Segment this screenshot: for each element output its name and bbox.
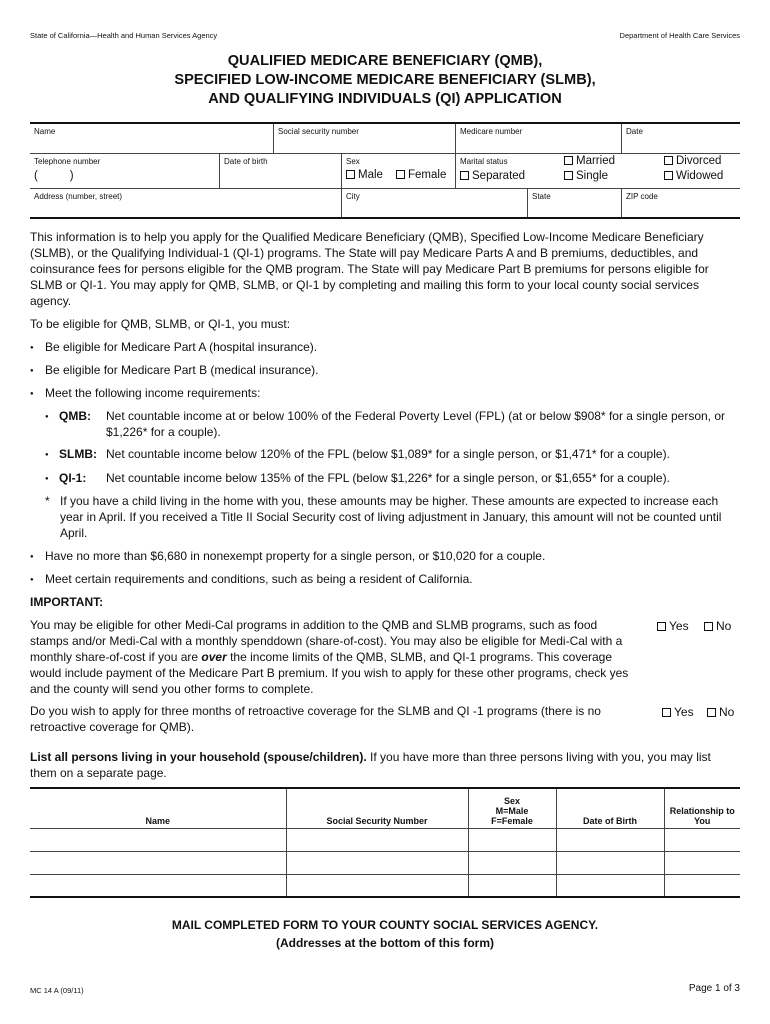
col-header-name: Name [30,788,286,828]
household-instructions: List all persons living in your household (spouse/children). If you have more than three persons living with you, you may list them on a separate page. [30,750,711,780]
important-heading: IMPORTANT: [30,595,104,609]
col-header-relationship: Relationship to You [664,788,740,828]
cell-name[interactable] [30,828,286,851]
checkbox-icon [460,171,469,180]
mail-instruction: MAIL COMPLETED FORM TO YOUR COUNTY SOCIAL SERVICES AGENCY. [171,918,599,932]
agency-header-left: State of California—Health and Human Services Agency [30,31,218,40]
cell-dob[interactable] [556,828,664,851]
zip-label: ZIP code [626,192,658,201]
date-of-birth-field[interactable] [220,154,342,188]
qmb-requirement: ● QMB: Net countable income at or below 100% of the Federal Poverty Level (FPL) (at or below $908* for a single person, or $1,226* for a couple). [45,409,726,439]
telephone-label: Telephone number [34,157,101,166]
checkbox-icon [662,708,671,717]
checkbox-icon [657,622,666,631]
checkbox-icon [664,156,673,165]
ssn-field[interactable] [274,124,456,153]
checkbox-icon [664,171,673,180]
cell-dob[interactable] [556,874,664,897]
retroactive-yes[interactable]: Yes [662,704,694,720]
applicant-info-grid [30,122,740,219]
widowed-checkbox[interactable]: Widowed [664,170,723,182]
title-line-2: SPECIFIED LOW-INCOME MEDICARE BENEFICIARY (SLMB), [174,72,596,88]
male-checkbox[interactable]: Male [346,169,383,181]
medicare-label: Medicare number [460,127,523,136]
table-row [30,874,740,897]
sex-label: Sex [346,157,360,166]
col-header-sex: Sex M=Male F=Female [468,788,556,828]
cell-ssn[interactable] [286,851,468,874]
cell-sex[interactable] [468,874,556,897]
title-line-1: QUALIFIED MEDICARE BENEFICIARY (QMB), [227,53,543,69]
retroactive-question: Do you wish to apply for three months of retroactive coverage for the SLMB and QI -1 programs (there is no retroactive coverage for QMB). [30,704,601,734]
name-label: Name [34,127,56,136]
eligibility-intro: To be eligible for QMB, SLMB, or QI-1, you must: [30,317,291,331]
single-checkbox[interactable]: Single [564,170,608,182]
marital-label: Marital status [460,157,508,166]
name-field[interactable] [30,124,274,153]
date-field[interactable] [622,124,740,153]
col-header-ssn: Social Security Number [286,788,468,828]
cell-ssn[interactable] [286,874,468,897]
ssn-label: Social security number [278,127,359,136]
household-table-header [30,788,740,828]
cell-name[interactable] [30,851,286,874]
date-label: Date [626,127,643,136]
marital-status-field [456,154,740,188]
retroactive-no[interactable]: No [707,704,734,720]
agency-header-right: Department of Health Care Services [619,31,740,40]
household-table [30,787,740,898]
bullet-icon: ● [45,452,49,458]
cell-ssn[interactable] [286,828,468,851]
col-header-dob: Date of Birth [556,788,664,828]
checkbox-icon [396,170,405,179]
cell-sex[interactable] [468,828,556,851]
sex-field [342,154,456,188]
cell-name[interactable] [30,874,286,897]
other-programs-yes[interactable]: Yes [657,618,689,634]
cell-dob[interactable] [556,851,664,874]
form-id: MC 14 A (09/11) [30,986,84,995]
telephone-parens: ( ) [34,170,74,182]
cell-relationship[interactable] [664,851,740,874]
address-field[interactable] [30,189,342,217]
cell-relationship[interactable] [664,874,740,897]
checkbox-icon [564,171,573,180]
checkbox-icon [346,170,355,179]
intro-paragraph: This information is to help you apply for the Qualified Medicare Beneficiary (QMB), Specified Low-Income Medicare Beneficiary (SLMB), or the Qualifying Individual-1 (QI-1) programs. The State will pay Medicare Parts A and B premiums, deductibles, and coinsurance fees for persons eligible for the QMB program. The State will pay Medicare Part B premiums for persons eligible for SLMB or QI-1. You may apply for QMB, SLMB, or QI-1 by completing and mailing this form to your local county social services agency. [30,230,709,308]
married-checkbox[interactable]: Married [564,155,615,167]
title-line-3: AND QUALIFYING INDIVIDUALS (QI) APPLICATION [208,91,562,107]
dob-label: Date of birth [224,157,268,166]
state-label: State [532,192,551,201]
address-label: Address (number, street) [34,192,123,201]
checkbox-icon [564,156,573,165]
mail-addresses-note: (Addresses at the bottom of this form) [275,936,494,950]
form-title [0,52,770,109]
zip-field[interactable] [622,189,740,217]
other-programs-question: You may be eligible for other Medi-Cal programs in addition to the QMB and SLMB programs, such as food stamps and/or Medi-Cal with a monthly spenddown (share-of-cost). You may also be eligible for Medi-Cal with a monthly share-of-cost if you are over the income limits of the QMB, SLMB, and QI-1 programs. This coverage would include payment of the Medicare Part B premium. If you wish to apply for these other programs, check yes and the county will send you other forms to complete. [30,618,629,696]
female-checkbox[interactable]: Female [396,169,446,181]
telephone-field[interactable] [30,154,220,188]
city-label: City [346,192,360,201]
bullet-icon: ● [45,476,49,482]
other-programs-no[interactable]: No [704,618,731,634]
table-row [30,851,740,874]
city-field[interactable] [342,189,528,217]
separated-checkbox[interactable]: Separated [460,170,525,182]
cell-sex[interactable] [468,851,556,874]
cell-relationship[interactable] [664,828,740,851]
page-number: Page 1 of 3 [688,983,740,994]
state-field[interactable] [528,189,622,217]
bullet-icon: ● [45,414,49,420]
checkbox-icon [707,708,716,717]
divorced-checkbox[interactable]: Divorced [664,155,721,167]
table-row [30,828,740,851]
medicare-number-field[interactable] [456,124,622,153]
checkbox-icon [704,622,713,631]
